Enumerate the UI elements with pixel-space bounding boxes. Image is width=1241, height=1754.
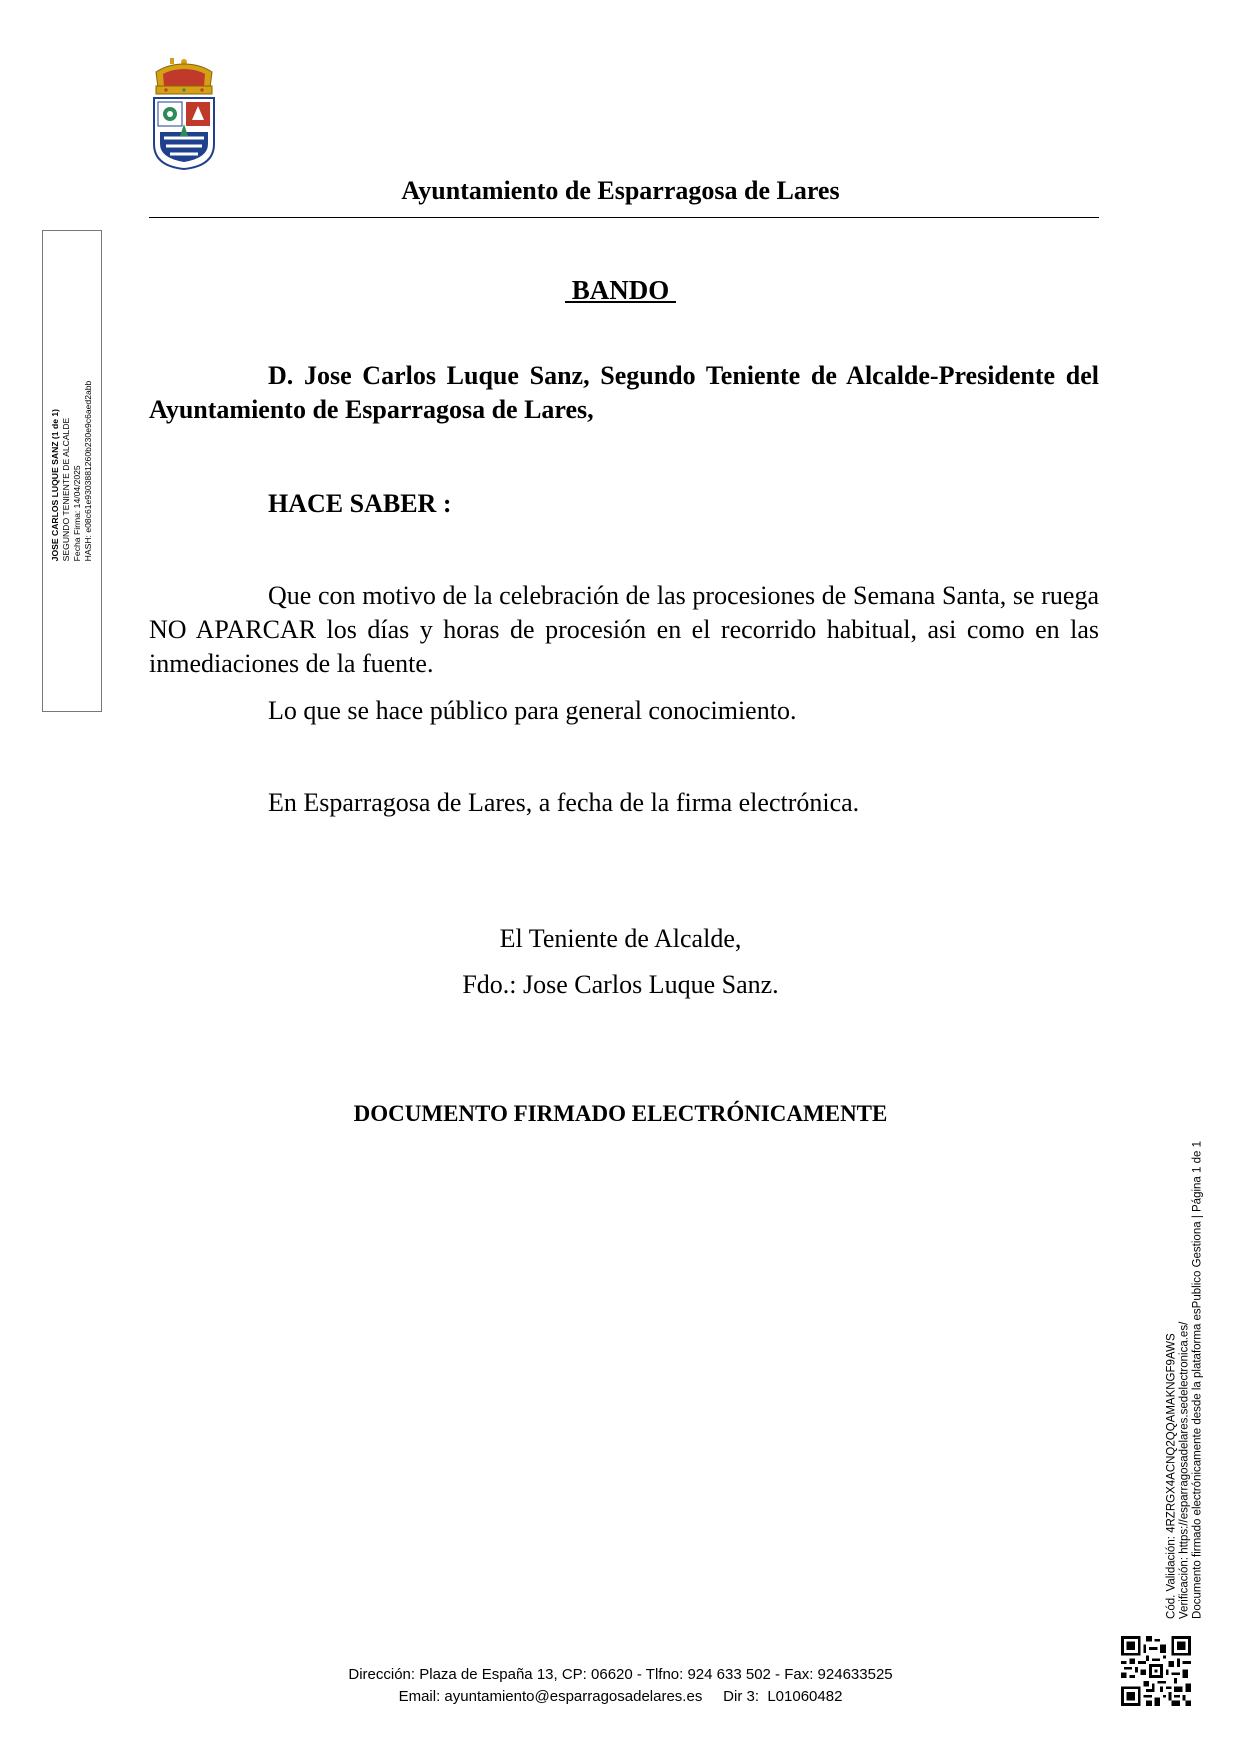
hace-saber: HACE SABER : xyxy=(268,489,452,518)
header-title: Ayuntamiento de Esparragosa de Lares xyxy=(401,176,840,205)
place-date: En Esparragosa de Lares, a fecha de la firma electrónica. xyxy=(268,788,860,817)
validation-code: Cód. Validación: 4RZRGX4ACNQ2QQAMAKNGF9AWS xyxy=(1165,1333,1178,1619)
signer-name: Fdo.: Jose Carlos Luque Sanz. xyxy=(462,970,779,999)
header-divider xyxy=(149,217,1099,218)
footer-address: Dirección: Plaza de España 13, CP: 06620 - Tlfno: 924 633 502 - Fax: 924633525 xyxy=(348,1666,893,1683)
signed-note: DOCUMENTO FIRMADO ELECTRÓNICAMENTE xyxy=(353,1101,888,1126)
verification-text xyxy=(1166,1141,1205,1619)
signature-hash: HASH: e08c61e9303881260b230e9c6aed2abb xyxy=(83,380,93,562)
signer-role: El Teniente de Alcalde, xyxy=(499,924,742,953)
public-notice: Lo que se hace público para general conocimiento. xyxy=(268,696,797,725)
signature-role: SEGUNDO TENIENTE DE ALCALDE xyxy=(61,417,71,562)
coat-of-arms-logo xyxy=(150,58,218,170)
intro-paragraph: D. Jose Carlos Luque Sanz, Segundo Teniente de Alcalde-Presidente del Ayuntamiento de Esparragosa de Lares, xyxy=(149,361,1099,424)
document-heading xyxy=(0,275,1241,306)
signature-stamp-text xyxy=(50,381,94,562)
signature-date: Fecha Firma: 14/04/2025 xyxy=(72,465,82,562)
signature-signer: JOSE CARLOS LUQUE SANZ (1 de 1) xyxy=(50,408,60,562)
footer-contact: Email: ayuntamiento@esparragosadelares.es Dir 3: L01060482 xyxy=(398,1688,843,1705)
document-heading-text: BANDO xyxy=(564,275,676,305)
platform-note: Documento firmado electrónicamente desde la plataforma esPublico Gestiona | Página 1 de 1 xyxy=(1191,1141,1204,1619)
body-paragraph: Que con motivo de la celebración de las procesiones de Semana Santa, se ruega NO APARCAR los días y horas de procesión en el recorrido habitual, asi como en las inmediaciones de la fuente. xyxy=(149,581,1099,678)
verification-url: Verificación: https://esparragosadelares.sedelectronica.es/ xyxy=(1178,1321,1191,1619)
